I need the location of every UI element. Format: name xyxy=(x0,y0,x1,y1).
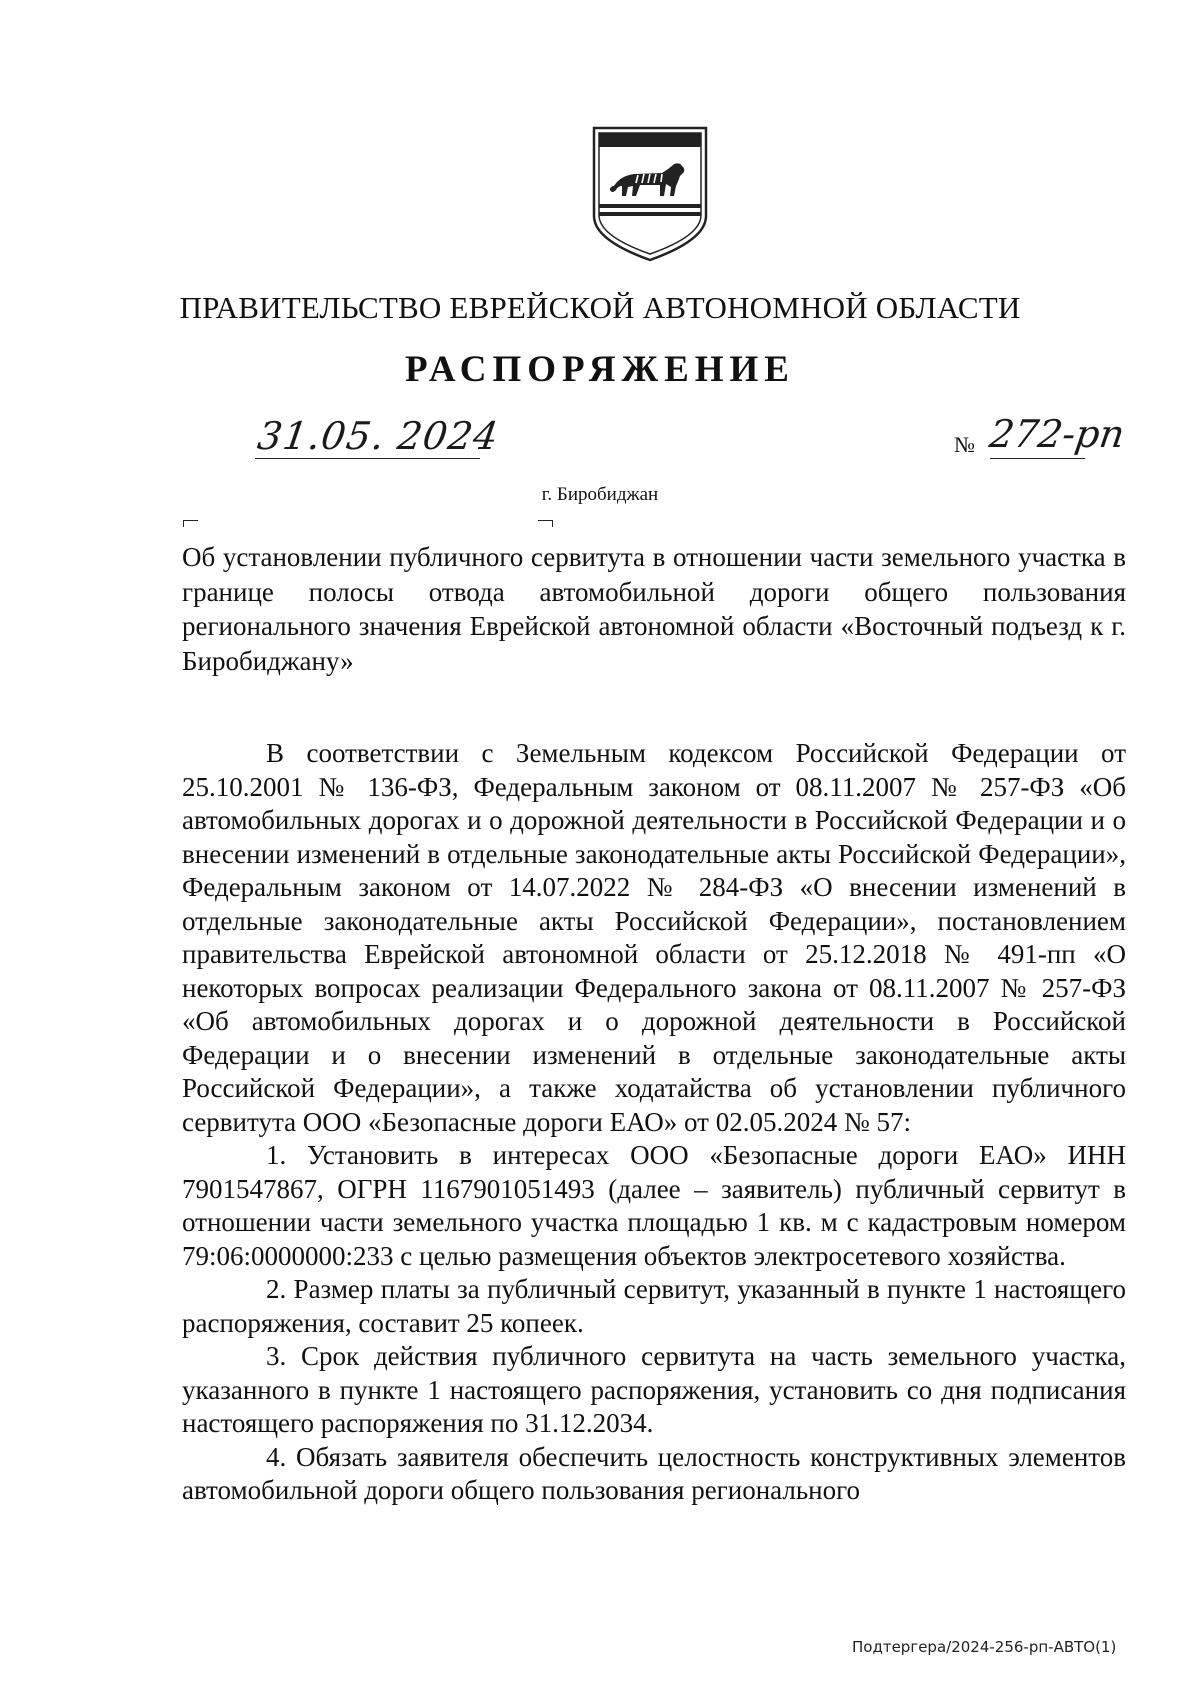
footer-document-code: Подтергера/2024-256-рп-АВТО(1) xyxy=(852,1638,1117,1656)
item-4-paragraph: 4. Обязать заявителя обеспечить целостность конструктивных элементов автомобильной дороги общего пользования регионального xyxy=(182,1441,1126,1505)
date-underline xyxy=(255,458,480,459)
city-name: г. Биробиджан xyxy=(541,484,659,505)
document-body xyxy=(182,737,1126,1508)
preamble-paragraph: В соответствии с Земельным кодексом Российской Федерации от 25.10.2001 № 136-ФЗ, Федеральным законом от 08.11.2007 № 257-ФЗ «Об автомобильных дорогах и о дорожной деятельности в Российской Федерации и о внесении изменений в отдельные законодательные акты Российской Федерации», Федеральным законом от 14.07.2022 № 284-ФЗ «О внесении изменений в отдельные законодательные акты Российской Федерации», постановлением правительства Еврейской автономной области от 25.12.2018 № 491-пп «О некоторых вопросах реализации Федерального закона от 08.11.2007 № 257-ФЗ «Об автомобильных дорогах и о дорожной деятельности в Российской Федерации и о внесении изменений в отдельные законодательные акты Российской Федерации», а также ходатайства об установлении публичного сервитута ООО «Безопасные дороги ЕАО» от 02.05.2024 № 57: xyxy=(182,738,1126,1137)
number-sign: № xyxy=(954,432,975,457)
handwritten-date: 31.05. 2024 xyxy=(254,414,502,458)
subject-corner-left xyxy=(183,520,198,527)
coat-of-arms-tiger-icon xyxy=(590,124,710,264)
subject-corner-right xyxy=(538,520,553,527)
number-underline xyxy=(990,458,1085,459)
organization-title: ПРАВИТЕЛЬСТВО ЕВРЕЙСКОЙ АВТОНОМНОЙ ОБЛАСТИ xyxy=(179,290,1021,325)
item-2-paragraph: 2. Размер платы за публичный сервитут, указанный в пункте 1 настоящего распоряжения, составит 25 копеек. xyxy=(182,1274,1126,1338)
item-1-paragraph: 1. Установить в интересах ООО «Безопасные дороги ЕАО» ИНН 7901547867, ОГРН 1167901051493 (далее – заявитель) публичный сервитут в отношении части земельного участка площадью 1 кв. м с кадастровым номером 79:06:0000000:233 с целью размещения объектов электросетевого хозяйства. xyxy=(182,1140,1126,1271)
document-subject: Об установлении публичного сервитута в отношении части земельного участка в границе полосы отвода автомобильной дороги общего пользования регионального значения Еврейской автономной области «Восточный подъезд к г. Биробиджану» xyxy=(182,542,1126,676)
handwritten-number: 272-рп xyxy=(986,412,1128,456)
document-type: РАСПОРЯЖЕНИЕ xyxy=(404,349,795,390)
item-3-paragraph: 3. Срок действия публичного сервитута на часть земельного участка, указанного в пункте 1 настоящего распоряжения, установить со дня подписания настоящего распоряжения по 31.12.2034. xyxy=(182,1341,1126,1438)
